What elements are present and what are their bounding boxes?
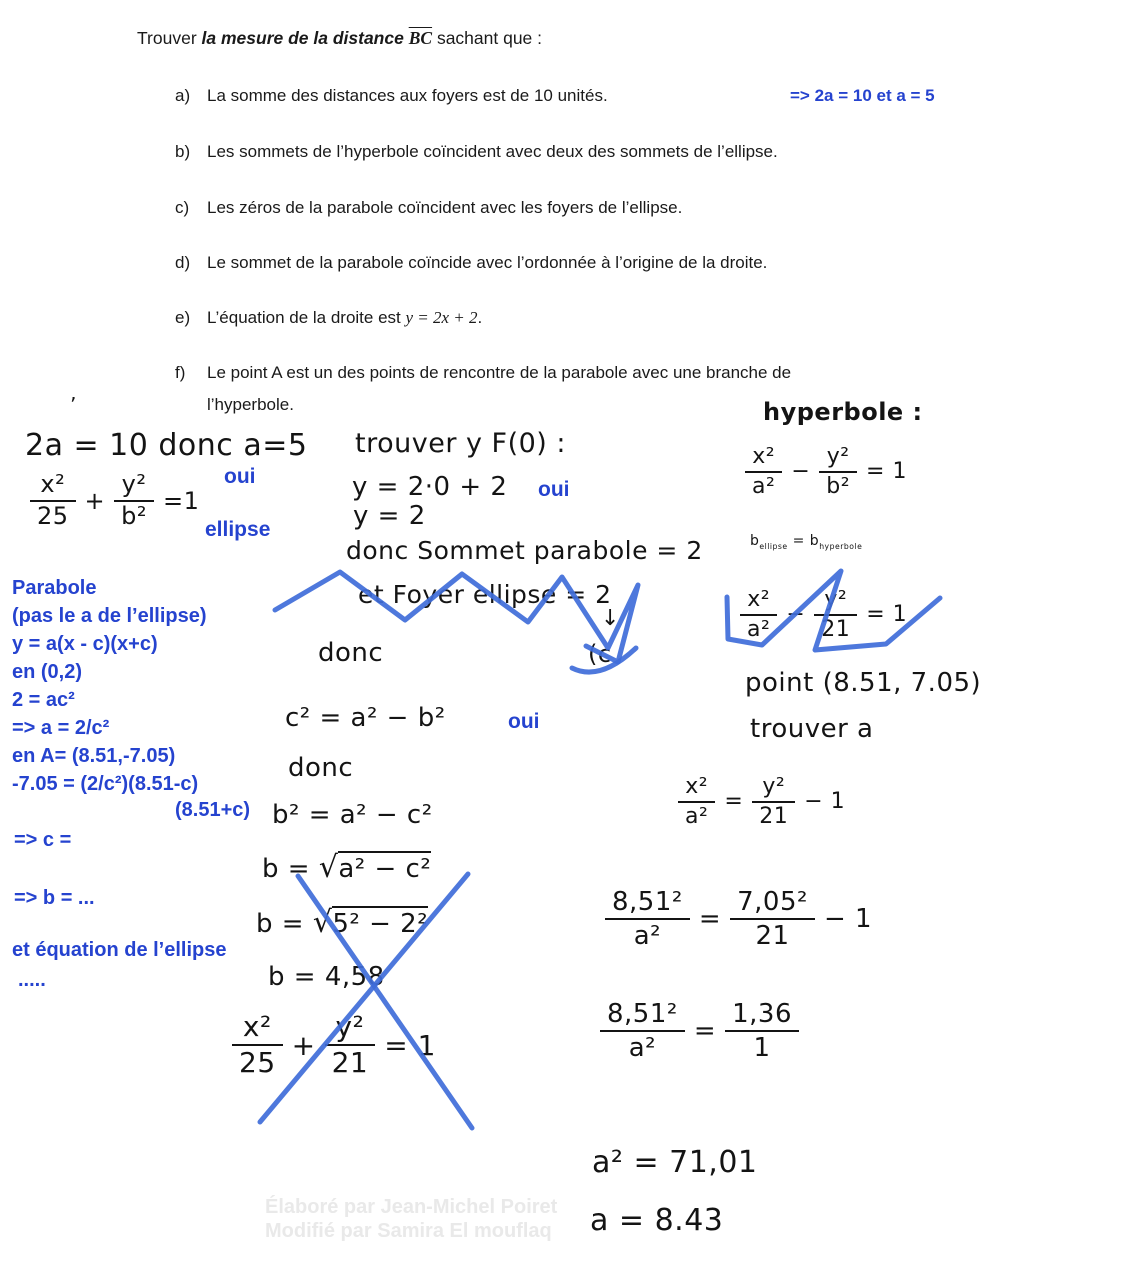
hw-hyperbola-equation	[745, 445, 907, 499]
hw-b-sqrt-5-2: b = √5² − 2²	[256, 905, 429, 940]
hw-donc-2: donc	[288, 753, 354, 783]
hw-y-equation: y = 2·0 + 2	[352, 472, 508, 502]
item-e-equation: y = 2x + 2	[405, 308, 478, 327]
equals-one: = 1	[866, 459, 907, 485]
item-a-text: La somme des distances aux foyers est de 10 unités.	[207, 86, 608, 105]
hw-down-arrow: ↓	[601, 606, 620, 631]
watermark-line1: Élaboré par Jean-Michel Poiret	[265, 1196, 558, 1218]
minus-sign: −	[791, 459, 811, 485]
hw-et-foyer-ellipse: et Foyer ellipse = 2	[358, 580, 612, 609]
item-f-line1: Le point A est un des points de rencontre de la parabole avec une branche de	[207, 363, 792, 382]
fraction-x2-a2: $\frac{\text{x²}}{\text{a²}}$	[678, 775, 715, 829]
equals-one: =1	[163, 486, 200, 515]
plus-sign: +	[84, 486, 106, 515]
item-b-text: Les sommets de l’hyperbole coïncident avec deux des sommets de l’ellipse.	[207, 142, 778, 161]
sqrt-icon: √	[312, 905, 333, 940]
typed-ellipse-label: ellipse	[205, 518, 271, 541]
fraction-x2-25: $\frac{\text{x²}}{25}$	[232, 1012, 283, 1078]
title-prefix: Trouver	[137, 28, 202, 48]
title-emphasis: la mesure de la distance	[201, 28, 409, 48]
exercise-title	[137, 28, 542, 49]
hw-2a-equals-10: 2a = 10 donc a=5	[25, 428, 308, 463]
hw-851-705-equation	[605, 888, 872, 950]
item-e-prefix: L’équation de la droite est	[207, 308, 406, 327]
hw-solve-equation	[678, 775, 845, 829]
fraction-y2-21: $\frac{\text{y²}}{21}$	[814, 588, 857, 642]
item-b-label: b)	[175, 142, 191, 161]
typed-851-plus-c: (8.51+c)	[175, 799, 251, 821]
hw-c2-equation: c² = a² − b²	[285, 703, 446, 733]
minus-sign: −	[786, 602, 806, 628]
typed-pas-le-a: (pas le a de l’ellipse)	[12, 605, 207, 627]
title-segment-bc: $\overline{BC}$	[408, 28, 433, 48]
equals-sign: =	[698, 904, 722, 935]
hw-851-136-equation	[600, 1000, 799, 1062]
hw-trouver-a: trouver a	[750, 714, 874, 744]
hw-y-equals-2: y = 2	[353, 501, 426, 531]
hw-b-sqrt-a2-c2: b = √a² − c²	[262, 850, 432, 885]
typed-parabola-form: y = a(x - c)(x+c)	[12, 633, 158, 655]
typed-c-equals: => c =	[14, 829, 72, 851]
hw-b-equals-458: b = 4,58	[268, 962, 385, 992]
fraction-y2-21: $\frac{\text{y²}}{21}$	[752, 775, 795, 829]
hw-a-equals-843: a = 8.43	[590, 1203, 724, 1238]
typed-equation-ellipse: et équation de l’ellipse	[12, 939, 227, 961]
typed-705-equation: -7.05 = (2/c²)(8.51-c)	[12, 773, 199, 795]
hw-paren-c: (c	[588, 640, 612, 668]
fraction-851sq-a2: $\frac{\text{8,51²}}{\text{a²}}$	[600, 1000, 685, 1062]
minus-one: − 1	[804, 789, 846, 815]
equals-sign: =	[724, 789, 744, 815]
item-e-text	[207, 308, 482, 328]
hw-point-coordinates: point (8.51, 7.05)	[745, 668, 982, 698]
equals-sign: =	[693, 1016, 717, 1047]
typed-2-equals-ac2: 2 = ac²	[12, 689, 75, 711]
equals-one: = 1	[866, 602, 908, 628]
typed-oui-droite: oui	[538, 478, 570, 501]
hw-trouver-y: trouver y F(0) :	[355, 428, 567, 459]
fraction-851sq-a2: $\frac{\text{8,51²}}{\text{a²}}$	[605, 888, 690, 950]
minus-one: − 1	[823, 904, 873, 935]
hw-ellipse-25-21-crossed	[232, 1012, 436, 1078]
fraction-136-1: $\frac{1,36}{1}$	[725, 1000, 799, 1062]
item-f-label: f)	[175, 363, 186, 382]
typed-en-A: en A= (8.51,-7.05)	[12, 745, 176, 767]
hw-b-ellipse-equals-b-hyperbole: $b_{ellipse} = b_{hyperbole}$	[750, 533, 863, 551]
hw-hyperbole-title: hyperbole :	[763, 398, 923, 426]
title-suffix: sachant que :	[436, 28, 543, 48]
hw-donc-sommet-parabole: donc Sommet parabole = 2	[346, 536, 703, 565]
typed-dots: .....	[18, 969, 46, 991]
equals-one: = 1	[384, 1028, 436, 1062]
fraction-705sq-21: $\frac{\text{7,05²}}{21}$	[730, 888, 815, 950]
fraction-x2-a2: $\frac{\text{x²}}{\text{a²}}$	[740, 588, 777, 642]
typed-oui-c2: oui	[508, 710, 540, 733]
fraction-x2-25: $\frac{\text{x²}}{25}$	[30, 472, 76, 530]
hw-a2-equals-7101: a² = 71,01	[592, 1145, 758, 1180]
typed-parabole-title: Parabole	[12, 577, 97, 599]
typed-en-0-2: en (0,2)	[12, 661, 83, 683]
hw-hyperbola-equation-21-crossed	[740, 588, 907, 642]
item-d-label: d)	[175, 253, 191, 272]
fraction-y2-21: $\frac{\text{y²}}{21}$	[325, 1012, 376, 1078]
fraction-y2-b2: $\frac{\text{y²}}{\text{b²}}$	[114, 472, 154, 530]
fraction-y2-b2: $\frac{\text{y²}}{\text{b²}}$	[819, 445, 857, 499]
typed-a-equals-2c2: => a = 2/c²	[12, 717, 110, 739]
item-e-suffix: .	[477, 308, 483, 327]
typed-oui-ellipse: oui	[224, 465, 256, 488]
fraction-x2-a2: $\frac{\text{x²}}{\text{a²}}$	[745, 445, 782, 499]
hw-ellipse-equation	[30, 472, 199, 530]
item-a-label: a)	[175, 86, 191, 105]
hw-b2-equation: b² = a² − c²	[272, 800, 433, 830]
item-c-label: c)	[175, 198, 190, 217]
item-a-annotation: => 2a = 10 et a = 5	[790, 86, 935, 105]
hw-donc-1: donc	[318, 638, 384, 668]
watermark-line2: Modifié par Samira El mouflaq	[265, 1220, 552, 1242]
item-e-label: e)	[175, 308, 191, 327]
item-d-text: Le sommet de la parabole coïncide avec l’ordonnée à l’origine de la droite.	[207, 253, 768, 272]
plus-sign: +	[291, 1028, 316, 1062]
typed-b-equals: => b = ...	[14, 887, 95, 909]
item-f-line2: l’hyperbole.	[207, 395, 294, 414]
sqrt-icon: √	[318, 850, 339, 885]
stray-apostrophe-mark: ’	[70, 393, 77, 417]
item-c-text: Les zéros de la parabole coïncident avec les foyers de l’ellipse.	[207, 198, 683, 217]
